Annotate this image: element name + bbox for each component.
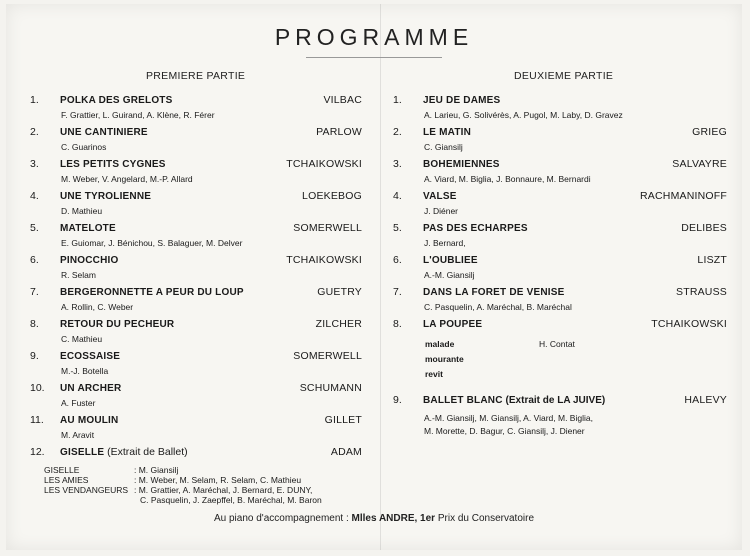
part1-list xyxy=(30,94,362,505)
programme-item xyxy=(393,158,727,190)
item-composer: GRIEG xyxy=(692,126,727,138)
part2-heading: DEUXIEME PARTIE xyxy=(514,70,614,82)
role-line xyxy=(30,485,362,495)
programme-item xyxy=(393,94,727,126)
item-number: 7. xyxy=(30,286,39,298)
programme-item xyxy=(30,318,362,350)
item-performers: J. Bernard, xyxy=(424,238,466,248)
item-title: BALLET BLANC xyxy=(423,395,503,406)
item-performers: M. Morette, D. Bagur, C. Giansilj, J. Diener xyxy=(424,426,585,436)
item-performers: M. Weber, V. Angelard, M.-P. Allard xyxy=(61,174,193,184)
item-composer: TCHAIKOWSKI xyxy=(286,158,362,170)
item-title: BOHEMIENNES xyxy=(423,159,500,170)
part1-heading: PREMIERE PARTIE xyxy=(146,70,246,82)
role-name: LES AMIES xyxy=(44,475,89,485)
item-composer: TCHAIKOWSKI xyxy=(651,318,727,330)
item-composer: DELIBES xyxy=(681,222,727,234)
item-performers: E. Guiomar, J. Bénichou, S. Balaguer, M. Delver xyxy=(61,238,243,248)
item-number: 8. xyxy=(30,318,39,330)
programme-item xyxy=(30,126,362,158)
item-number: 2. xyxy=(393,126,402,138)
item-number: 2. xyxy=(30,126,39,138)
item-number: 11. xyxy=(30,414,44,426)
item-title: UNE CANTINIERE xyxy=(60,127,148,138)
role-name: LES VENDANGEURS xyxy=(44,485,129,495)
programme-item xyxy=(30,382,362,414)
item-performers: A. Viard, M. Biglia, J. Bonnaure, M. Bernardi xyxy=(424,174,591,184)
part2-list xyxy=(393,94,727,438)
footer-prefix: Au piano d'accompagnement : xyxy=(213,513,349,524)
programme-item xyxy=(393,190,727,222)
role-name: mourante xyxy=(425,354,464,364)
item-performers: A. Larieu, G. Solivérès, A. Pugol, M. Laby, D. Gravez xyxy=(424,110,623,120)
item-title-extra: (Extrait de LA JUIVE) xyxy=(505,395,606,406)
page-title: PROGRAMME xyxy=(274,24,474,50)
item-performers: C. Pasquelin, A. Maréchal, B. Maréchal xyxy=(424,302,572,312)
item-title: ECOSSAISE xyxy=(60,351,121,362)
item-number: 5. xyxy=(30,222,39,234)
role-line xyxy=(30,495,362,505)
programme-item xyxy=(393,222,727,254)
role-name xyxy=(44,495,134,505)
programme-item xyxy=(30,254,362,286)
item-composer: STRAUSS xyxy=(676,286,727,298)
item-number: 7. xyxy=(393,286,402,298)
item-title: RETOUR DU PECHEUR xyxy=(60,319,175,330)
item-performers: R. Selam xyxy=(61,270,96,280)
item-title: LE MATIN xyxy=(423,127,472,138)
item-title: LES PETITS CYGNES xyxy=(60,159,166,170)
item-title: AU MOULIN xyxy=(60,415,119,426)
pianist-name: Mlles ANDRE, 1er xyxy=(351,513,436,524)
fold-line xyxy=(380,4,381,550)
programme-item xyxy=(30,350,362,382)
item-number: 9. xyxy=(393,394,402,406)
item-performers: A. Rollin, C. Weber xyxy=(61,302,134,312)
programme-item xyxy=(30,286,362,318)
programme-item xyxy=(393,254,727,286)
item-performers: M. Aravit xyxy=(61,430,95,440)
item-composer: SOMERWELL xyxy=(293,350,362,362)
item-number: 3. xyxy=(393,158,402,170)
item-composer: LOEKEBOG xyxy=(302,190,362,202)
item-number: 9. xyxy=(30,350,39,362)
item-performers: A.-M. Giansilj xyxy=(424,270,475,280)
item-number: 4. xyxy=(30,190,39,202)
item-composer: GUETRY xyxy=(317,286,362,298)
item-number: 6. xyxy=(30,254,39,266)
item-title: L'OUBLIEE xyxy=(423,255,478,266)
item-composer: SOMERWELL xyxy=(293,222,362,234)
item-performers: J. Diéner xyxy=(424,206,459,216)
item-performers: C. Guarinos xyxy=(61,142,107,152)
item-title: GISELLE xyxy=(60,447,105,458)
item-title: UN ARCHER xyxy=(60,383,122,394)
role-name: malade xyxy=(425,339,455,349)
programme-item xyxy=(30,94,362,126)
item-performers: F. Grattier, L. Guirand, A. Klène, R. Férer xyxy=(61,110,215,120)
programme-item-poupee xyxy=(393,318,727,394)
item-title: PAS DES ECHARPES xyxy=(423,223,528,234)
role-line xyxy=(30,475,362,485)
item-composer: PARLOW xyxy=(316,126,362,138)
role-line xyxy=(30,465,362,475)
item-title: PINOCCHIO xyxy=(60,255,119,266)
item-title: MATELOTE xyxy=(60,223,116,234)
item-number: 1. xyxy=(393,94,402,106)
item-title: DANS LA FORET DE VENISE xyxy=(423,287,565,298)
programme-item-ballet xyxy=(393,394,727,438)
item-performers: A. Fuster xyxy=(61,398,96,408)
role-performers: : M. Weber, M. Selam, R. Selam, C. Mathieu xyxy=(134,475,302,485)
role-performers: : M. Grattier, A. Maréchal, J. Bernard, E. DUNY, xyxy=(134,485,313,495)
item-number: 10. xyxy=(30,382,45,394)
item-title: VALSE xyxy=(423,191,457,202)
poupee-performer: H. Contat xyxy=(539,339,575,349)
item-title: LA POUPEE xyxy=(423,319,483,330)
item-number: 1. xyxy=(30,94,39,106)
role-performers: : M. Giansilj xyxy=(134,465,179,475)
item-composer: ADAM xyxy=(330,446,362,458)
item-number: 4. xyxy=(393,190,402,202)
item-title: UNE TYROLIENNE xyxy=(60,191,152,202)
poupee-roles xyxy=(393,337,727,382)
footer-suffix: Prix du Conservatoire xyxy=(437,513,535,524)
item-composer: GILLET xyxy=(324,414,362,426)
programme-item xyxy=(393,286,727,318)
programme-item xyxy=(393,126,727,158)
item-performers: C. Giansilj xyxy=(424,142,463,152)
programme-item xyxy=(30,158,362,190)
title-underline xyxy=(306,57,442,58)
role-name: GISELLE xyxy=(44,465,80,475)
item-composer: RACHMANINOFF xyxy=(640,190,727,202)
role-performers: C. Pasquelin, J. Zaepffel, B. Maréchal, M. Baron xyxy=(140,495,322,505)
item-number: 3. xyxy=(30,158,39,170)
item-number: 6. xyxy=(393,254,402,266)
item-title-extra: (Extrait de Ballet) xyxy=(107,446,188,458)
item-number: 8. xyxy=(393,318,402,330)
programme-item xyxy=(30,190,362,222)
item-composer: SALVAYRE xyxy=(672,158,727,170)
item-title: JEU DE DAMES xyxy=(423,95,501,106)
item-composer: SCHUMANN xyxy=(299,382,362,394)
item-performers: M.-J. Botella xyxy=(61,366,109,376)
programme-item xyxy=(30,414,362,446)
item-number: 5. xyxy=(393,222,402,234)
item-performers: A.-M. Giansilj, M. Giansilj, A. Viard, M. Biglia, xyxy=(424,413,593,423)
item-composer: LISZT xyxy=(697,254,727,266)
footer-note xyxy=(6,513,742,524)
programme-item-giselle xyxy=(30,446,362,505)
item-composer: HALEVY xyxy=(684,394,727,406)
programme-page xyxy=(6,4,742,550)
item-title: POLKA DES GRELOTS xyxy=(60,95,173,106)
item-performers: D. Mathieu xyxy=(61,206,103,216)
item-composer: ZILCHER xyxy=(315,318,362,330)
item-composer: VILBAC xyxy=(323,94,362,106)
item-number: 12. xyxy=(30,446,45,458)
programme-item xyxy=(30,222,362,254)
item-title: BERGERONNETTE A PEUR DU LOUP xyxy=(60,287,244,298)
role-name: revit xyxy=(425,369,443,379)
item-performers: C. Mathieu xyxy=(61,334,103,344)
item-composer: TCHAIKOWSKI xyxy=(286,254,362,266)
